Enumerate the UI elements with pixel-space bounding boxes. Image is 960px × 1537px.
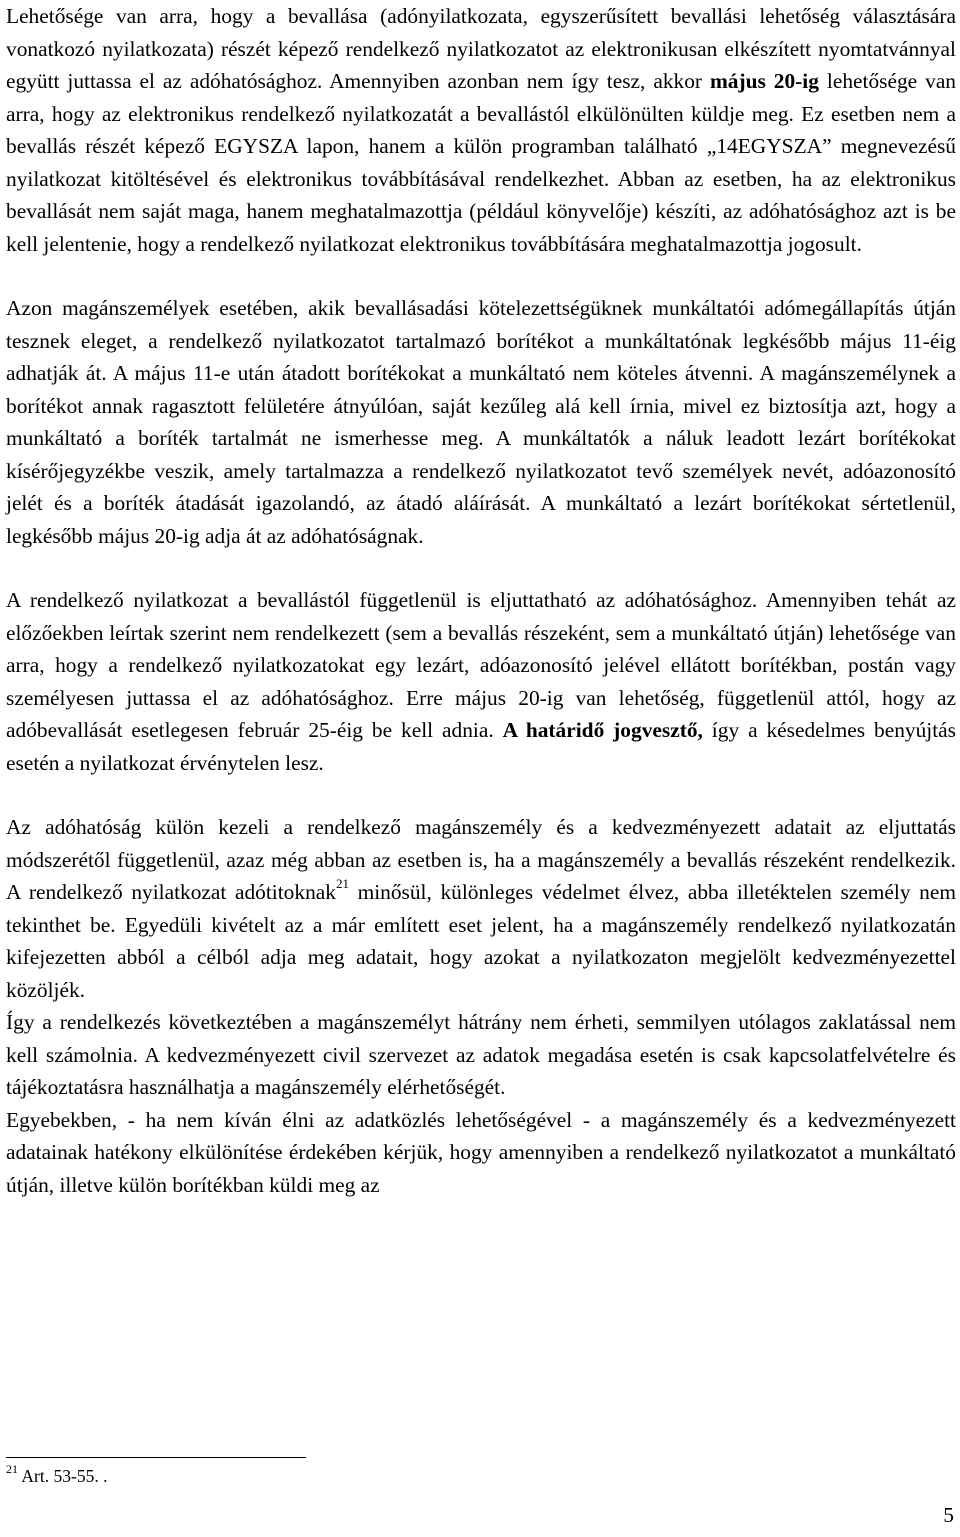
- paragraph-independent-submission: [6, 584, 956, 779]
- page-number: 5: [943, 1503, 954, 1527]
- paragraph-text: Az adóhatóság külön kezeli a rendelkező magánszemély és a kedvezményezett adatait az eljuttatás módszerétől függetlenül, azaz még abban az esetben is, ha a magánszemély a bevallás részeként rendelkezik. A rendelkező nyilatkozat adótitoknak: [6, 815, 956, 904]
- paragraph-text: így a késedelmes benyújtás esetén a nyilatkozat érvénytelen lesz.: [6, 718, 956, 775]
- deadline-warning: A határidő jogvesztő,: [502, 718, 703, 742]
- footnote-reference: 21: [335, 875, 349, 891]
- footnote-number: 21: [6, 1462, 18, 1477]
- paragraph-text: lehetősége van arra, hogy az elektronikus rendelkező nyilatkozatát a bevallástól elkülönülten küldje meg. Ez esetben nem a bevallás részét képező EGYSZA lapon, hanem a külön programban található „14EGYSZA” megnevezésű nyilatkozat kitöltésével és elektronikus továbbításával rendelkezhet. Abban az esetben, ha az elektronikus bevallását nem saját maga, hanem meghatalmazottja (például könyvelője) készíti, az adóhatósághoz azt is be kell jelentenie, hogy a rendelkező nyilatkozat elektronikus továbbítására meghatalmazottja jogosult.: [6, 69, 957, 256]
- paragraph-electronic-declaration: [6, 0, 956, 260]
- paragraph-text: Lehetősége van arra, hogy a bevallása (adónyilatkozata, egyszerűsített bevallási lehetőség választására vonatkozó nyilatkozata) részét képező rendelkező nyilatkozatot az elektronikusan elkészített nyomtatvánnyal együtt juttassa el az adóhatósághoz. Amennyiben azonban nem így tesz, akkor: [6, 4, 956, 93]
- footnote: [6, 1462, 108, 1487]
- paragraph-otherwise: Egyebekben, - ha nem kíván élni az adatközlés lehetőségével - a magánszemély és a kedvezményezett adatainak hatékony elkülönítése érdekében kérjük, hogy amennyiben a rendelkező nyilatkozatot a munkáltató útján, illetve külön borítékban küldi meg az: [6, 1107, 956, 1197]
- paragraph-no-disadvantage: Így a rendelkezés következtében a magánszemélyt hátrány nem érheti, semmilyen utólagos zaklatással nem kell számolnia. A kedvezményezett civil szervezet az adatok megadása esetén is csak kapcsolatfelvételre és tájékoztatásra használhatja a magánszemély elérhetőségét.: [6, 1010, 956, 1099]
- paragraph-text: minősül, különleges védelmet élvez, abba illetéktelen személy nem tekinthet be. Egyedüli kivételt az a már említett eset jelent, ha a magánszemély rendelkező nyilatkozatán kifejezetten abból a célból adja meg adatait, hogy azokat a nyilatkozaton megjelölt kedvezményezettel közöljék.: [6, 880, 956, 1002]
- deadline-emphasis: május 20-ig: [709, 69, 819, 93]
- footnote-text: Art. 53-55. .: [18, 1466, 108, 1486]
- paragraph-text: A rendelkező nyilatkozat a bevallástól függetlenül is eljuttatható az adóhatósághoz. Amennyiben tehát az előzőekben leírtak szerint nem rendelkezett (sem a bevallás részeként, sem a munkáltató útján) lehetősége van arra, hogy a rendelkező nyilatkozatokat egy lezárt, adóazonosító jelével ellátott borítékban, postán vagy személyesen juttassa el az adóhatósághoz. Erre május 20-ig van lehetőség, függetlenül attól, hogy az adóbevallását esetlegesen február 25-éig be kell adnia.: [6, 588, 956, 742]
- paragraph-data-protection: [6, 811, 956, 1006]
- footnote-separator: [6, 1457, 306, 1458]
- document-body: [6, 0, 956, 1201]
- paragraph-employer-submission: Azon magánszemélyek esetében, akik bevallásadási kötelezettségüknek munkáltatói adómegállapítás útján tesznek eleget, a rendelkező nyilatkozatot tartalmazó borítékot a munkáltatónak legkésőbb május 11-éig adhatják át. A május 11-e után átadott borítékokat a munkáltató nem köteles átvenni. A magánszemélynek a borítékot annak ragasztott felületére átnyúlóan, saját kezűleg alá kell írnia, mivel ez biztosítja azt, hogy a munkáltató a boríték tartalmát ne ismerhesse meg. A munkáltatók a náluk leadott lezárt borítékokat kísérőjegyzékbe veszik, amely tartalmazza a rendelkező nyilatkozatot tevő személyek nevét, adóazonosító jelét és a boríték átadását igazolandó, az átadó aláírását. A munkáltató a lezárt borítékokat sértetlenül, legkésőbb május 20-ig adja át az adóhatóságnak.: [6, 296, 956, 548]
